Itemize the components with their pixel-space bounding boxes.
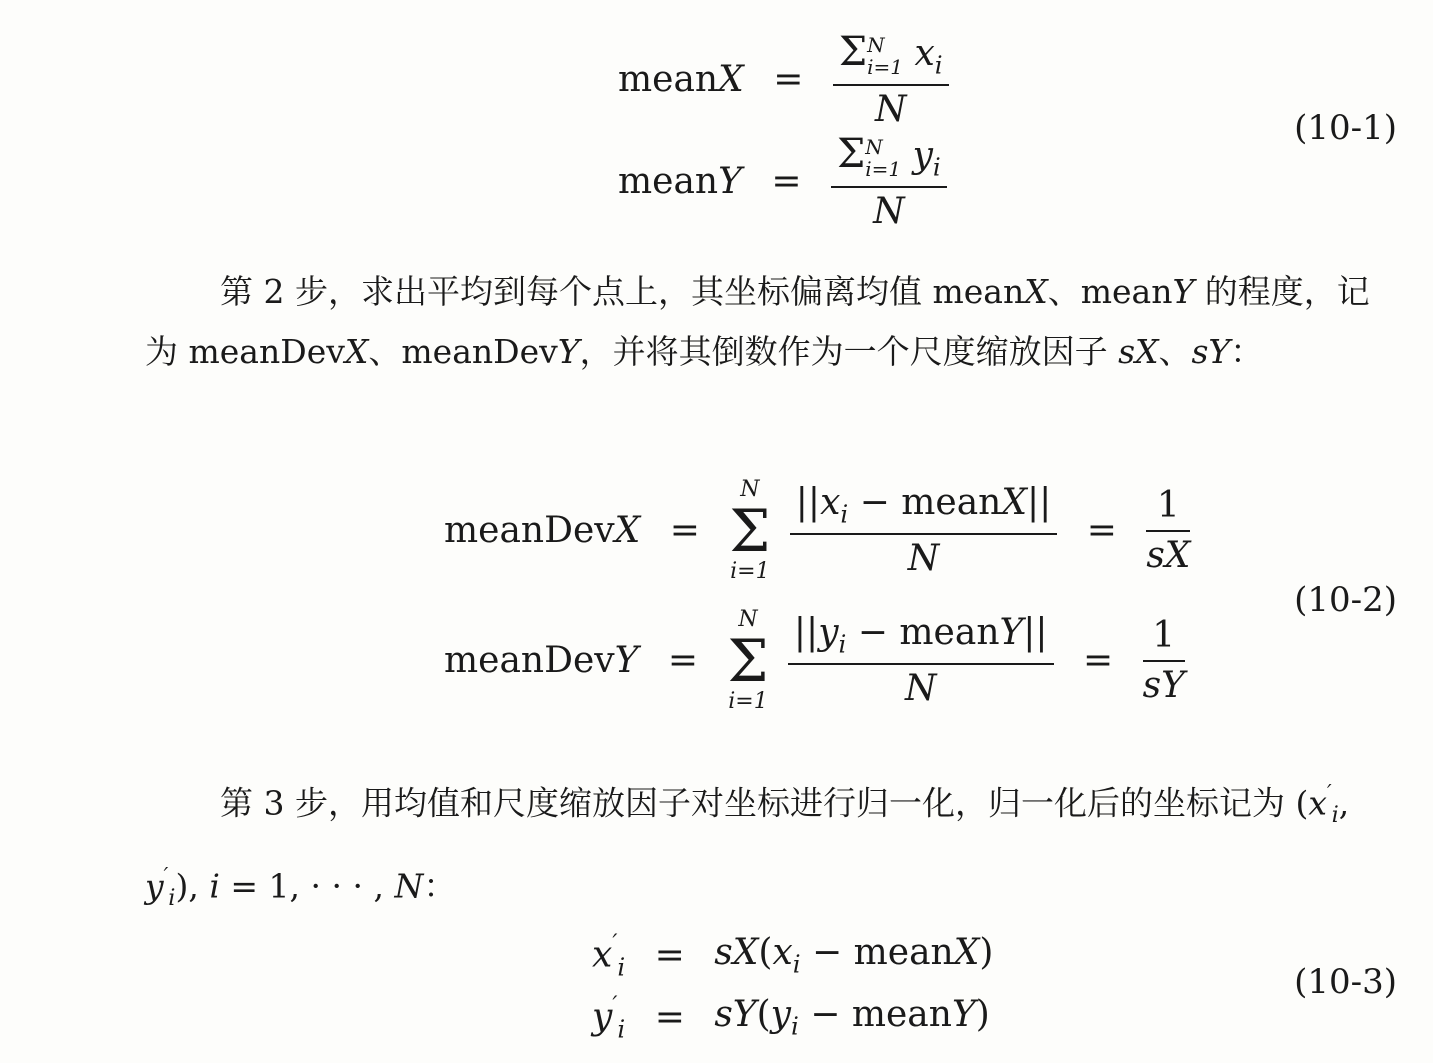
fraction-meany: Σ N i=1 $y_i$ N [831,134,947,230]
fraction-one-over-sy: $\frac{1}{sY}$ [1142,615,1185,707]
summation-y: N Σ i=1 [727,607,769,715]
equation-yprime: $y'_i = sY(y_i$ − meanY) [592,992,990,1044]
paragraph-step3: 第 3 步，用均值和尺度缩放因子对坐标进行归一化，归一化后的坐标记为 ($x'_i$, $y'_i$), i = 1, · · · , N： [145,780,1350,912]
equation-meandevy: meanDevY = N Σ i=1 $\frac{||y_i - meanY||}{N}$ = $\frac{1}{sY}$ [444,607,1185,715]
equation-number-10-3: (10-3) [1294,962,1397,1002]
equation-meandevx: meanDevX = N Σ i=1 $\frac{||x_i - meanX||}{N}$ = $\frac{1}{sX}$ [444,477,1191,585]
fraction-meanx: Σ N i=1 $x_i$ N [833,32,949,128]
summation-x: N Σ i=1 [729,477,771,585]
equation-meanx: meanX = Σ N i=1 $x_i$ N [618,32,949,128]
paragraph-step2: 第 2 步，求出平均到每个点上，其坐标偏离均值 meanX、meanY 的程度，记为 meanDevX、meanDevY，并将其倒数作为一个尺度缩放因子 sX、sY： [145,272,1370,371]
equation-xprime: $x'_i = sX(x_i$ − meanX) [592,930,994,982]
equation-number-10-1: (10-1) [1294,108,1397,148]
fraction-meandevy: $\frac{||y_i - meanY||}{N}$ [788,615,1054,707]
fraction-one-over-sx: $\frac{1}{sX}$ [1146,485,1191,577]
equation-meany: meanY = Σ N i=1 $y_i$ N [618,134,947,230]
fraction-meandevx: $\frac{||x_i - meanX||}{N}$ [790,485,1057,577]
equation-number-10-2: (10-2) [1294,580,1397,620]
